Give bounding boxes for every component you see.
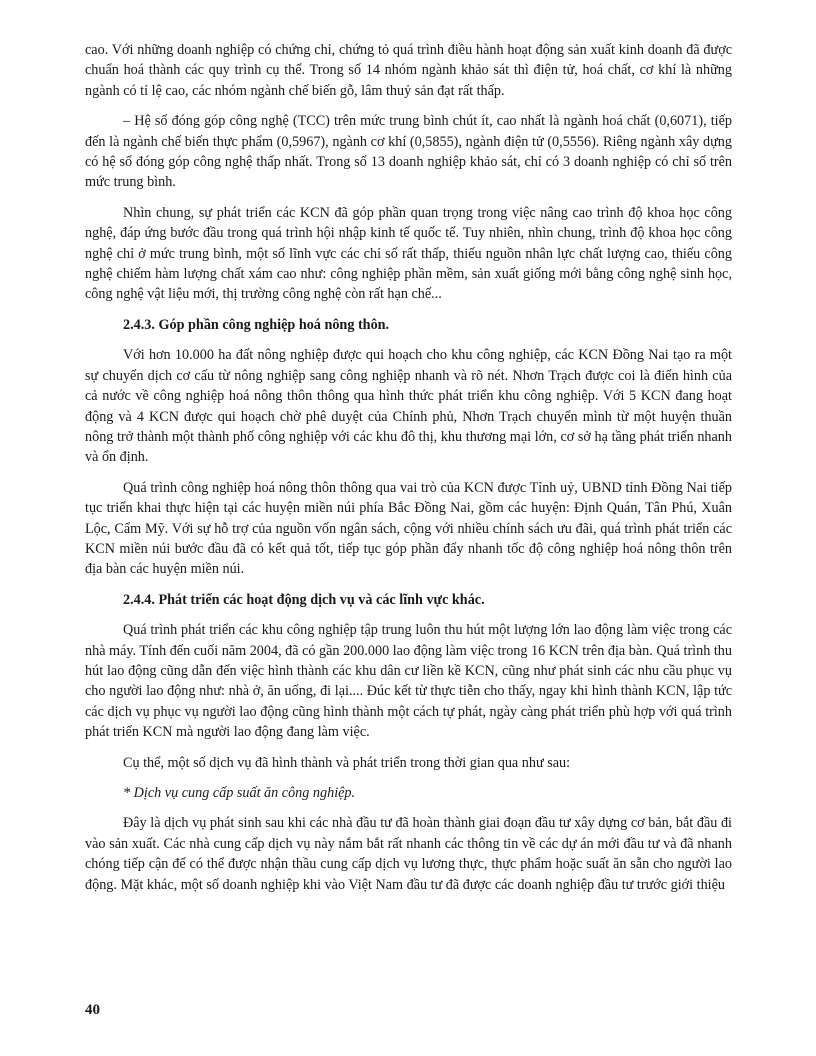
- page-number: 40: [85, 1002, 100, 1018]
- paragraph-summary: Nhìn chung, sự phát triển các KCN đã góp phần quan trọng trong việc nâng cao trình độ khoa học công nghệ, đáp ứng bước đầu trong quá trình hội nhập kinh tế quốc tế. Tuy nhiên, nhìn chung, trình độ khoa học công nghệ chỉ ở mức trung bình, một số lĩnh vực các chỉ số rất thấp, thiếu nguồn nhân lực chất lượng cao, thiếu công nghệ chiếm hàm lượng chất xám cao như: công nghiệp phần mềm, sản xuất giống mới bằng công nghệ sinh học, công nghệ vật liệu mới, thị trường công nghệ còn rất hạn chế...: [85, 204, 732, 303]
- page-content: [85, 40, 732, 905]
- section-heading-2-4-4: 2.4.4. Phát triển các hoạt động dịch vụ và các lĩnh vực khác.: [123, 591, 485, 608]
- paragraph-tcc: – Hệ số đóng góp công nghệ (TCC) trên mức trung bình chút ít, cao nhất là ngành hoá chất (0,6071), tiếp đến là ngành chế biến thực phẩm (0,5967), ngành cơ khí (0,5855), ngành điện tử (0,5556). Riêng ngành xây dựng có hệ số đóng góp công nghệ thấp nhất. Trong số 13 doanh nghiệp khảo sát, chỉ có 3 doanh nghiệp có chỉ số trên mức trung bình.: [85, 113, 732, 191]
- section-heading-2-4-3: 2.4.3. Góp phần công nghiệp hoá nông thôn.: [123, 316, 390, 333]
- paragraph-catering: Đây là dịch vụ phát sinh sau khi các nhà đầu tư đã hoàn thành giai đoạn đầu tư xây dựng cơ bản, bắt đầu đi vào sản xuất. Các nhà cung cấp dịch vụ này nắm bắt rất nhanh các thông tin về các dự án mới đầu tư và đã nhanh chóng tiếp cận để có thể được nhận thầu cung cấp dịch vụ lương thực, thực phẩm hoặc suất ăn sẵn cho người lao động. Mặt khác, một số doanh nghiệp khi vào Việt Nam đầu tư đã được các doanh nghiệp đầu tư trước giới thiệu: [85, 815, 732, 893]
- paragraph-rural-industrialization: Quá trình công nghiệp hoá nông thôn thông qua vai trò của KCN được Tỉnh uỷ, UBND tỉnh Đồng Nai tiếp tục triển khai thực hiện tại các huyện miền núi phía Bắc Đồng Nai, gồm các huyện: Định Quán, Tân Phú, Xuân Lộc, Cẩm Mỹ. Với sự hỗ trợ của nguồn vốn ngân sách, cộng với nhiều chính sách ưu đãi, quá trình phát triển các KCN miền núi bước đầu đã có kết quả tốt, tiếp tục góp phần đẩy nhanh tốc độ công nghiệp hoá nông thôn trên địa bàn các huyện miền núi.: [85, 479, 732, 578]
- paragraph-services-intro: Cụ thể, một số dịch vụ đã hình thành và phát triển trong thời gian qua như sau:: [123, 754, 571, 771]
- paragraph-nhon-trach: Với hơn 10.000 ha đất nông nghiệp được qui hoạch cho khu công nghiệp, các KCN Đồng Nai tạo ra một sự chuyển dịch cơ cấu từ nông nghiệp sang công nghiệp nhanh và rõ nét. Nhơn Trạch được coi là điển hình của cả nước về công nghiệp hoá nông thôn thông qua hình thức phát triển khu công nghiệp. Với 5 KCN đang hoạt động và 4 KCN được qui hoạch chờ phê duyệt của Chính phủ, Nhơn Trạch chuyển mình từ một huyện thuần nông trở thành một thành phố công nghiệp với các khu đô thị, khu thương mại lớn, cơ sở hạ tầng phát triển nhanh và ổn định.: [85, 347, 732, 466]
- paragraph-labor: Quá trình phát triển các khu công nghiệp tập trung luôn thu hút một lượng lớn lao động làm việc trong các nhà máy. Tính đến cuối năm 2004, đã có gần 200.000 lao động làm việc trong 16 KCN trên địa bàn. Quá trình thu hút lao động cũng dẫn đến việc hình thành các khu dân cư liền kề KCN, cũng như phát sinh các nhu cầu phục vụ cho người lao động như: nhà ở, ăn uống, đi lại.... Đúc kết từ thực tiễn cho thấy, ngay khi hình thành KCN, lập tức các dịch vụ phục vụ người lao động cũng hình thành một cách tự phát, ngày càng phát triển phù hợp với quá trình phát triển KCN mà người lao động đang làm việc.: [85, 622, 732, 741]
- subheading-catering-service: * Dịch vụ cung cấp suất ăn công nghiệp.: [123, 785, 356, 801]
- paragraph-intro: cao. Với những doanh nghiệp có chứng chỉ, chứng tỏ quá trình điều hành hoạt động sản xuất kinh doanh đã được chuẩn hoá thành các quy trình cụ thể. Trong số 14 nhóm ngành khảo sát thì điện tử, hoá chất, cơ khí là những ngành có tỉ lệ cao, các nhóm ngành chế biến gỗ, lâm thuỷ sản đạt rất thấp.: [85, 42, 732, 99]
